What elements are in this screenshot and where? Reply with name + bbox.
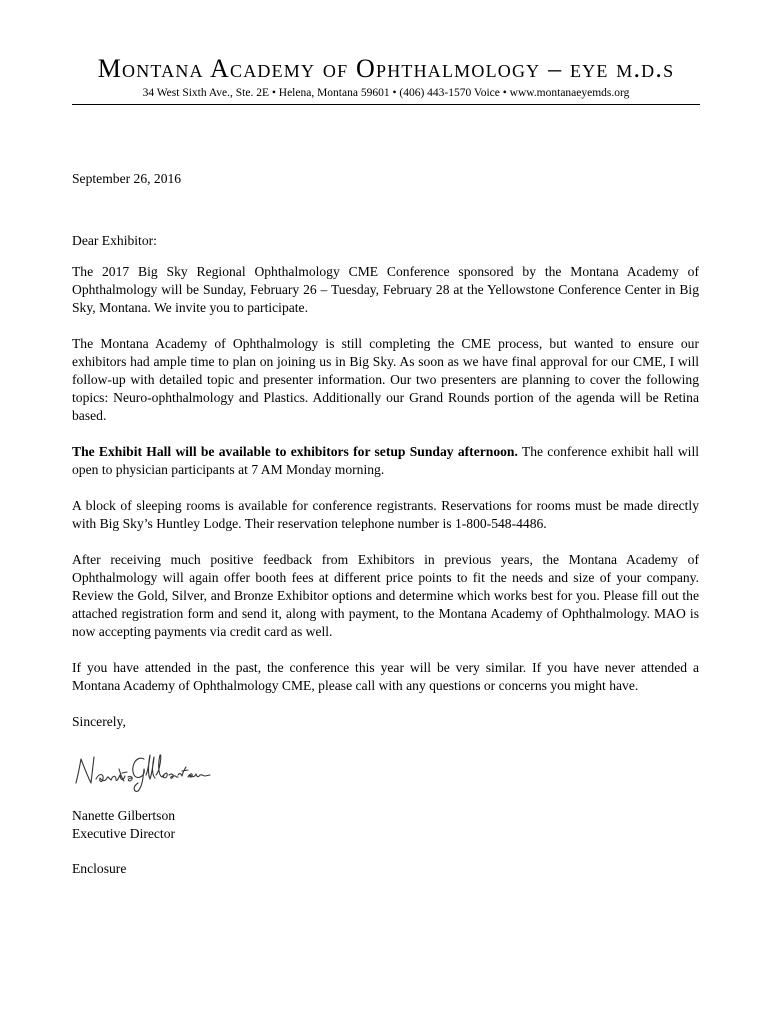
paragraph-conference-dates: The 2017 Big Sky Regional Ophthalmology CME Conference sponsored by the Montana Academy of Ophthalmology will be Sunday, February 26 – Tuesday, February 28 at the Yellowstone Conference Center in Big Sky, Montana. We invite you to participate.: [72, 264, 699, 315]
exhibit-hall-opening-text: The conference exhibit hall will open to physician participants at 7 AM Monday morning.: [72, 444, 699, 477]
letter-date: September 26, 2016: [72, 171, 182, 186]
paragraph-sleeping-rooms: A block of sleeping rooms is available for conference registrants. Reservations for rooms must be made directly with Big Sky’s Huntley Lodge. Their reservation telephone number is 1-800-548-4486.: [72, 498, 699, 531]
paragraph-cme-process: The Montana Academy of Ophthalmology is still completing the CME process, but wanted to ensure our exhibitors had ample time to plan on joining us in Big Sky. As soon as we have final approval for our CME, I will follow-up with detailed topic and presenter information. Our two presenters are planning to cover the following topics: Neuro-ophthalmology and Plastics. Additionally our Grand Rounds portion of the agenda will be Retina based.: [72, 336, 699, 423]
paragraph-exhibit-hall: [72, 443, 699, 479]
enclosure-note: Enclosure: [72, 861, 127, 876]
letterhead: [72, 52, 700, 105]
closing: Sincerely,: [72, 714, 126, 729]
paragraph-questions: If you have attended in the past, the conference this year will be very similar. If you have never attended a Montana Academy of Ophthalmology CME, please call with any questions or concerns you might have.: [72, 660, 699, 693]
organization-address: 34 West Sixth Ave., Ste. 2E • Helena, Montana 59601 • (406) 443-1570 Voice • www.montanaeyemds.org: [142, 87, 630, 99]
letter-body: [72, 170, 699, 878]
organization-name: Montana Academy of Ophthalmology – eye m.d.s: [97, 54, 675, 83]
signer-title: Executive Director: [72, 826, 176, 841]
exhibit-hall-setup-notice: The Exhibit Hall will be available to exhibitors for setup Sunday afternoon.: [72, 444, 518, 459]
paragraph-booth-fees: After receiving much positive feedback from Exhibitors in previous years, the Montana Academy of Ophthalmology will again offer booth fees at different price points to fit the needs and size of your company. Review the Gold, Silver, and Bronze Exhibitor options and determine which works best for you. Please fill out the attached registration form and send it, along with payment, to the Montana Academy of Ophthalmology. MAO is now accepting payments via credit card as well.: [72, 552, 699, 639]
salutation: Dear Exhibitor:: [72, 233, 157, 248]
signer-name: Nanette Gilbertson: [72, 808, 176, 823]
letterhead-divider: [72, 104, 700, 105]
handwritten-signature: [72, 745, 212, 793]
